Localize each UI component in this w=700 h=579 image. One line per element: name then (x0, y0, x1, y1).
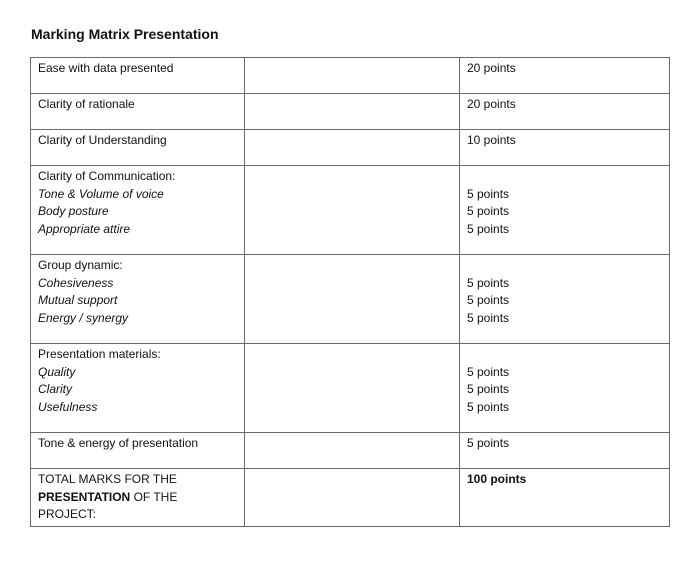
points-cell (460, 166, 670, 255)
total-label-rest: OF THE PROJECT: (38, 489, 178, 521)
sub-criterion: Tone & Volume of voice (38, 186, 164, 201)
empty-cell (245, 433, 460, 469)
points-value: 5 points (467, 275, 510, 290)
empty-cell (245, 255, 460, 344)
points-cell (460, 344, 670, 433)
criterion-label: Ease with data presented (38, 61, 174, 75)
points-cell (460, 255, 670, 344)
empty-cell (245, 94, 460, 130)
marking-matrix-table (30, 57, 670, 527)
points-value: 5 points (467, 221, 510, 236)
points-cell (460, 433, 670, 469)
table-row (31, 94, 670, 130)
points-value: 5 points (467, 204, 510, 218)
table-row (31, 344, 670, 433)
points-value: 5 points (467, 436, 510, 450)
criterion-label: Clarity of Communication: (38, 169, 176, 183)
empty-cell (245, 469, 460, 527)
sub-criterion: Quality (38, 364, 76, 379)
criterion-cell (31, 130, 245, 166)
page-title: Marking Matrix Presentation (31, 26, 219, 42)
sub-criterion: Appropriate attire (38, 221, 131, 236)
points-value: 20 points (467, 61, 516, 75)
total-label-line1: TOTAL MARKS FOR THE (38, 472, 177, 486)
total-row (31, 469, 670, 527)
points-value: 5 points (467, 382, 510, 396)
points-value: 5 points (467, 310, 510, 325)
sub-criterion: Clarity (38, 382, 73, 396)
points-value: 5 points (467, 293, 510, 307)
criterion-cell (31, 166, 245, 255)
sub-criterion: Energy / synergy (38, 310, 129, 325)
points-value: 10 points (467, 133, 516, 147)
criterion-cell (31, 58, 245, 94)
empty-cell (245, 130, 460, 166)
table-row (31, 130, 670, 166)
criterion-cell (31, 255, 245, 344)
empty-cell (245, 58, 460, 94)
table-row (31, 166, 670, 255)
criterion-cell (31, 344, 245, 433)
total-label-bold: PRESENTATION (38, 489, 131, 504)
criterion-label: Presentation materials: (38, 347, 161, 361)
points-value: 5 points (467, 399, 510, 414)
criterion-cell (31, 433, 245, 469)
table-row (31, 255, 670, 344)
table-row (31, 433, 670, 469)
sub-criterion: Usefulness (38, 399, 98, 414)
sub-criterion: Body posture (38, 204, 109, 218)
total-label-cell (31, 469, 245, 527)
points-cell (460, 58, 670, 94)
criterion-label: Tone & energy of presentation (38, 436, 199, 450)
table-row (31, 58, 670, 94)
total-points-cell (460, 469, 670, 527)
points-value: 20 points (467, 97, 516, 111)
criterion-label: Clarity of rationale (38, 97, 135, 111)
criterion-cell (31, 94, 245, 130)
criterion-label: Clarity of Understanding (38, 133, 167, 147)
points-cell (460, 130, 670, 166)
points-value: 5 points (467, 364, 510, 379)
sub-criterion: Cohesiveness (38, 275, 114, 290)
sub-criterion: Mutual support (38, 293, 118, 307)
total-points-value: 100 points (467, 472, 527, 486)
points-cell (460, 94, 670, 130)
points-value: 5 points (467, 186, 510, 201)
empty-cell (245, 344, 460, 433)
empty-cell (245, 166, 460, 255)
criterion-label: Group dynamic: (38, 258, 123, 272)
